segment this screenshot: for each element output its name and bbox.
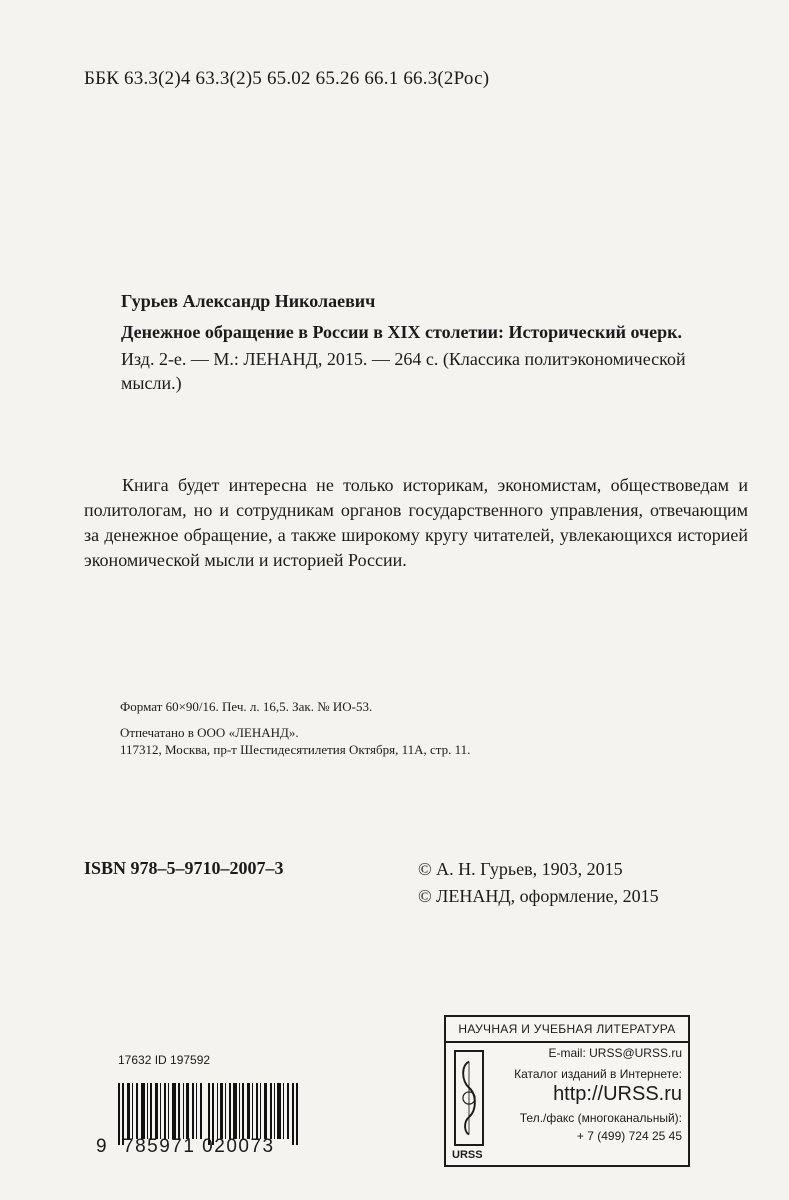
- barcode-first-digit: 9: [96, 1136, 107, 1157]
- publisher-heading: НАУЧНАЯ И УЧЕБНАЯ ЛИТЕРАТУРА: [446, 1017, 688, 1043]
- annotation-paragraph: Книга будет интересна не только историкам, экономистам, обществоведам и политологам, но и сотрудникам органов государственного управления, отвечающим за денежное обращение, а также широкому кругу читателей, увлекающихся историей экономической мысли и историей России.: [84, 475, 748, 570]
- urss-logo-icon: [454, 1050, 484, 1146]
- barcode-digits: 785971 020073: [123, 1136, 275, 1157]
- publisher-url: http://URSS.ru: [553, 1083, 682, 1105]
- author-name: Гурьев Александр Николаевич: [121, 291, 376, 311]
- imprint-address: 117312, Москва, пр-т Шестидесятилетия Октября, 11А, стр. 11.: [120, 742, 471, 757]
- tel-label: Тел./факс (многоканальный):: [519, 1111, 682, 1125]
- publisher-phone: + 7 (499) 724 25 45: [576, 1129, 682, 1143]
- publisher-info-box: [444, 1015, 690, 1167]
- copyright-publisher: © ЛЕНАНД, оформление, 2015: [418, 886, 659, 906]
- bbk-classification: ББК 63.3(2)4 63.3(2)5 65.02 65.26 66.1 66.3(2Рос): [84, 68, 490, 89]
- catalog-label: Каталог изданий в Интернете:: [514, 1067, 682, 1081]
- book-title: Денежное обращение в России в XIX столетии: Исторический очерк.: [121, 322, 683, 342]
- publication-info: Изд. 2-е. — М.: ЛЕНАНД, 2015. — 264 с. (Классика политэкономической мысли.): [121, 349, 686, 393]
- publisher-email: E-mail: URSS@URSS.ru: [548, 1046, 682, 1060]
- barcode-id: 17632 ID 197592: [118, 1053, 211, 1067]
- imprint-format: Формат 60×90/16. Печ. л. 16,5. Зак. № ИО-53.: [120, 699, 373, 714]
- urss-logo-label: URSS: [452, 1149, 483, 1161]
- imprint-printed: Отпечатано в ООО «ЛЕНАНД».: [120, 725, 299, 740]
- copyright-author: © А. Н. Гурьев, 1903, 2015: [418, 859, 623, 879]
- isbn: ISBN 978–5–9710–2007–3: [84, 858, 284, 878]
